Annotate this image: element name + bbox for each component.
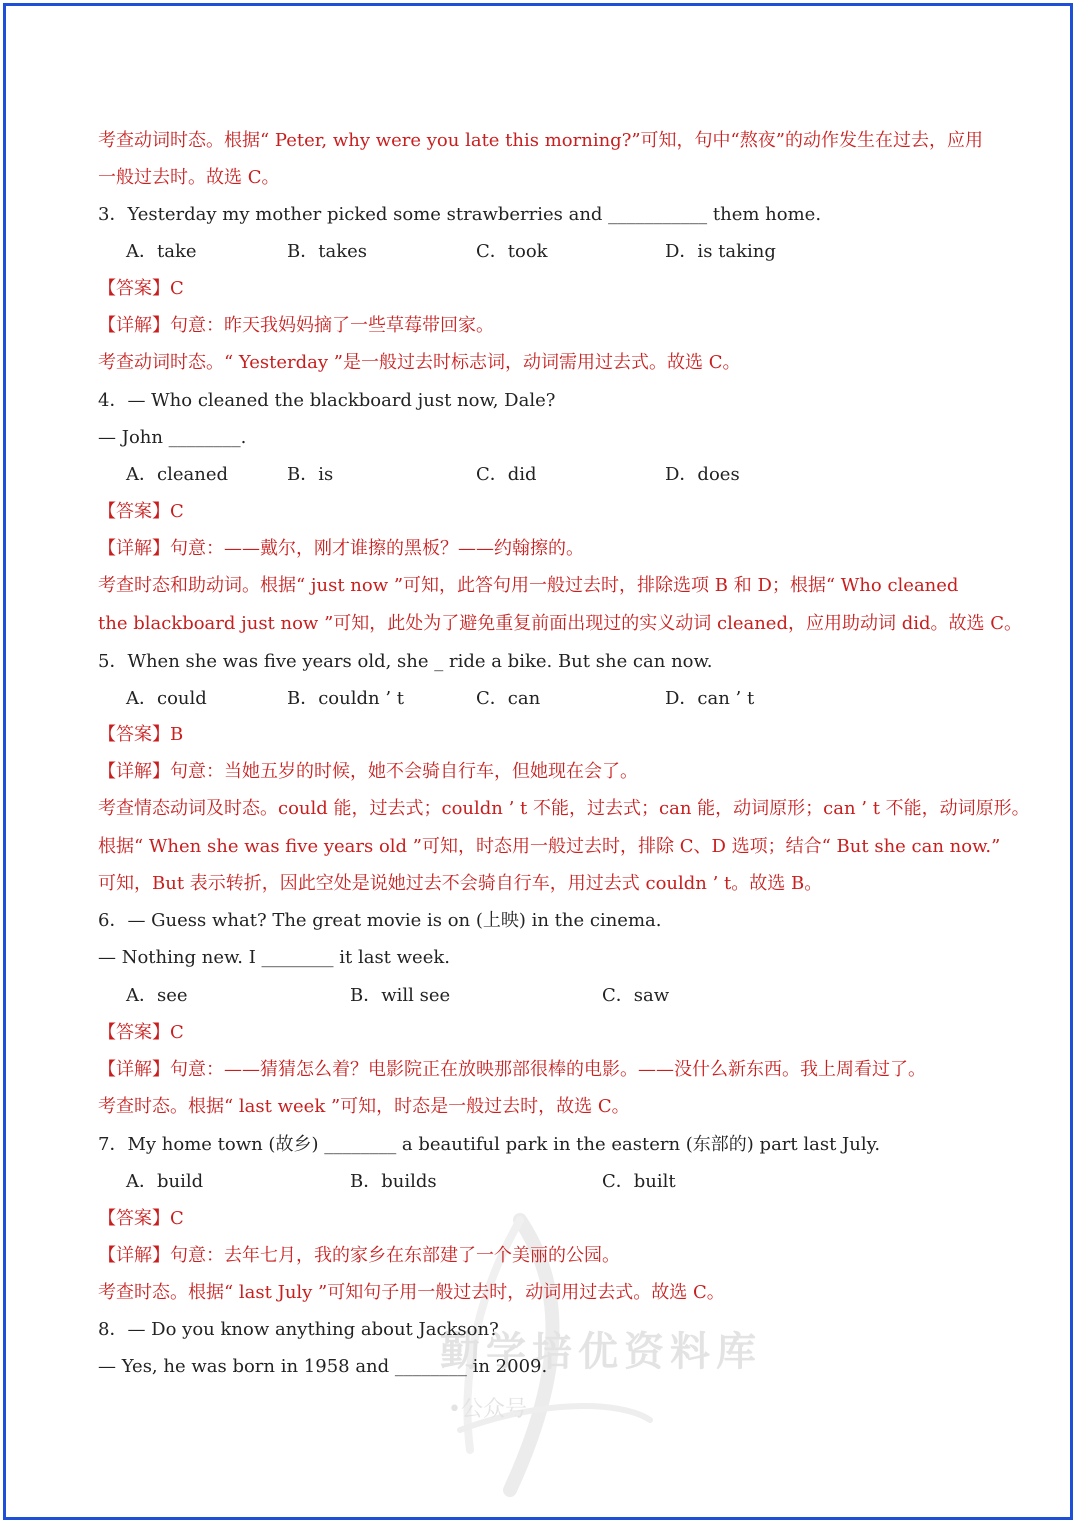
question-6-reply: — Nothing new. I ________ it last week. bbox=[98, 947, 450, 968]
option-c: C．did bbox=[476, 464, 537, 485]
option-d: D．is taking bbox=[665, 241, 776, 262]
explanation-line: 一般过去时。故选 C。 bbox=[98, 167, 280, 188]
answer-label: 【答案】C bbox=[98, 1208, 184, 1229]
question-3: 3．Yesterday my mother picked some strawberries and ___________ them home. bbox=[98, 204, 822, 225]
option-b: B．takes bbox=[287, 241, 367, 262]
detail-line: 【详解】句意：昨天我妈妈摘了一些草莓带回家。 bbox=[98, 315, 494, 336]
answer-label: 【答案】C bbox=[98, 501, 184, 522]
option-d: D．can ’ t bbox=[665, 688, 755, 709]
detail-line: 【详解】句意：——猜猜怎么着？电影院正在放映那部很棒的电影。——没什么新东西。我上周看过了。 bbox=[98, 1059, 926, 1080]
explanation-line: 考查情态动词及时态。could 能，过去式；couldn ’ t 不能，过去式；can 能，动词原形；can ’ t 不能，动词原形。 bbox=[98, 798, 1030, 819]
option-b: B．builds bbox=[350, 1171, 437, 1192]
watermark-title: 勤学培优资料库 bbox=[440, 1329, 762, 1375]
question-8: 8．— Do you know anything about Jackson? bbox=[98, 1319, 499, 1340]
detail-line: 【详解】句意：——戴尔，刚才谁擦的黑板？——约翰擦的。 bbox=[98, 538, 584, 559]
option-c: C．built bbox=[602, 1171, 676, 1192]
watermark-subtitle: •公众号 bbox=[448, 1397, 527, 1422]
detail-line: 【详解】句意：去年七月，我的家乡在东部建了一个美丽的公园。 bbox=[98, 1245, 620, 1266]
question-6: 6．— Guess what? The great movie is on (上映) in the cinema. bbox=[98, 910, 662, 931]
detail-line: 【详解】句意：当她五岁的时候，她不会骑自行车，但她现在会了。 bbox=[98, 761, 638, 782]
option-b: B．is bbox=[287, 464, 334, 485]
question-7: 7．My home town (故乡) ________ a beautiful park in the eastern (东部的) part last July. bbox=[98, 1134, 881, 1155]
question-4-reply: — John ________. bbox=[98, 427, 247, 448]
question-8-reply: — Yes, he was born in 1958 and ________ in 2009. bbox=[98, 1356, 548, 1377]
option-a: A．build bbox=[126, 1171, 204, 1192]
option-a: A．could bbox=[126, 688, 207, 709]
option-c: C．took bbox=[476, 241, 548, 262]
explanation-line: 可知，But 表示转折，因此空处是说她过去不会骑自行车，用过去式 couldn ’ t。故选 B。 bbox=[98, 873, 823, 894]
answer-label: 【答案】B bbox=[98, 724, 184, 745]
option-b: B．couldn ’ t bbox=[287, 688, 405, 709]
option-a: A．see bbox=[126, 985, 188, 1006]
option-a: A．cleaned bbox=[126, 464, 228, 485]
option-c: C．saw bbox=[602, 985, 670, 1006]
question-5: 5．When she was five years old, she _ ride a bike. But she can now. bbox=[98, 651, 713, 672]
option-c: C．can bbox=[476, 688, 541, 709]
answer-label: 【答案】C bbox=[98, 1022, 184, 1043]
answer-label: 【答案】C bbox=[98, 278, 184, 299]
option-a: A．take bbox=[126, 241, 197, 262]
question-4: 4．— Who cleaned the blackboard just now, Dale? bbox=[98, 390, 556, 411]
explanation-line: 考查时态。根据“ last July ”可知句子用一般过去时，动词用过去式。故选 C。 bbox=[98, 1282, 725, 1303]
option-b: B．will see bbox=[350, 985, 451, 1006]
explanation-line: 考查动词时态。“ Yesterday ”是一般过去时标志词，动词需用过去式。故选 C。 bbox=[98, 352, 741, 373]
explanation-line: 考查动词时态。根据“ Peter, why were you late this morning?”可知，句中“熬夜”的动作发生在过去，应用 bbox=[98, 130, 983, 151]
explanation-line: 考查时态和助动词。根据“ just now ”可知，此答句用一般过去时，排除选项 B 和 D；根据“ Who cleaned bbox=[98, 575, 959, 596]
explanation-line: the blackboard just now ”可知，此处为了避免重复前面出现过的实义动词 cleaned，应用助动词 did。故选 C。 bbox=[98, 613, 1022, 634]
option-d: D．does bbox=[665, 464, 740, 485]
explanation-line: 考查时态。根据“ last week ”可知，时态是一般过去时，故选 C。 bbox=[98, 1096, 630, 1117]
explanation-line: 根据“ When she was five years old ”可知，时态用一般过去时，排除 C、D 选项；结合“ But she can now.” bbox=[98, 836, 1001, 857]
